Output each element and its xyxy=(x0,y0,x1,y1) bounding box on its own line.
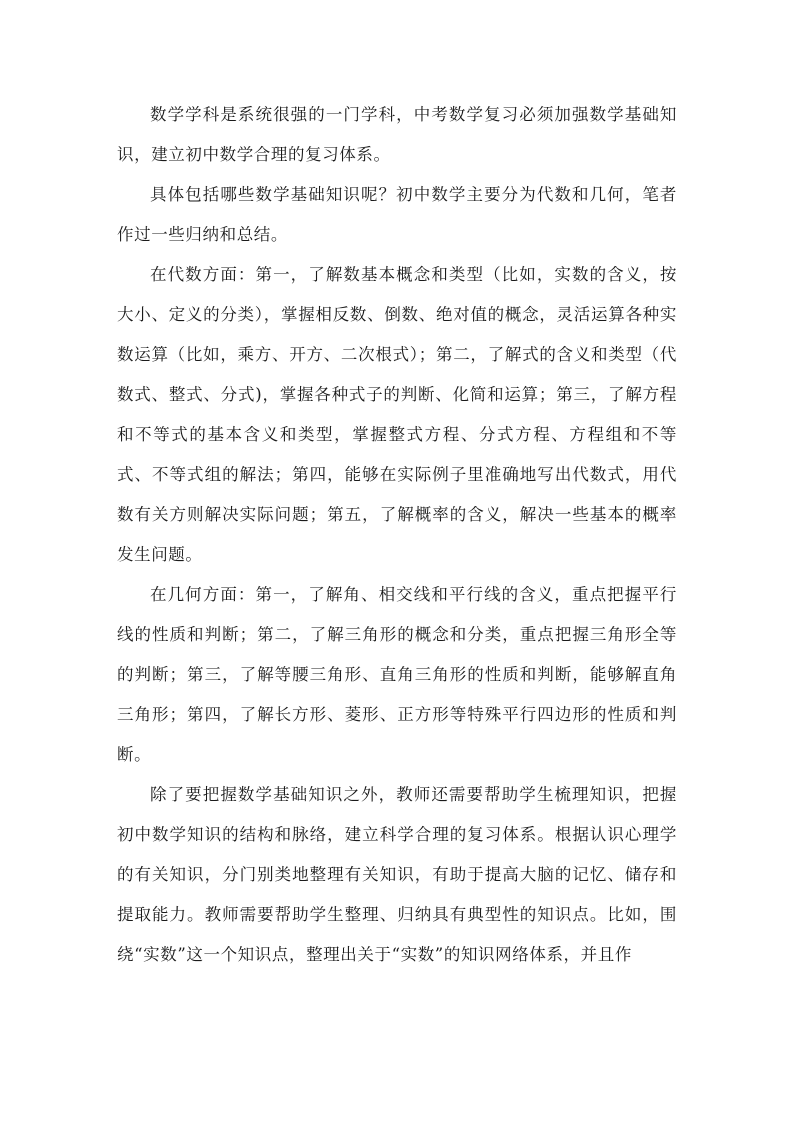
paragraph-intro: 数学学科是系统很强的一门学科，中考数学复习必须加强数学基础知识，建立初中数学合理的复习体系。 xyxy=(117,105,677,164)
paragraph-algebra: 在代数方面：第一，了解数基本概念和类型（比如，实数的含义，按大小、定义的分类），掌握相反数、倒数、绝对值的概念，灵活运算各种实数运算（比如，乘方、开方、二次根式）；第二，了解式的含义和类型（代数式、整式、分式)，掌握各种式子的判断、化简和运算；第三，了解方程和不等式的基本含义和类型，掌握整式方程、分式方程、方程组和不等式、不等式组的解法；第四，能够在实际例子里准确地写出代数式，用代数有关方则解决实际问题；第五，了解概率的含义，解决一些基本的概率发生问题。 xyxy=(117,265,677,564)
paragraph-question: 具体包括哪些数学基础知识呢？初中数学主要分为代数和几何，笔者作过一些归纳和总结。 xyxy=(117,185,677,244)
document-page xyxy=(117,95,677,975)
paragraph-review-system: 除了要把握数学基础知识之外，教师还需要帮助学生梳理知识，把握初中数学知识的结构和脉络，建立科学合理的复习体系。根据认识心理学的有关知识，分门别类地整理有关知识，有助于提高大脑的记忆、储存和提取能力。教师需要帮助学生整理、归纳具有典型性的知识点。比如，围绕“实数”这一个知识点，整理出关于“实数”的知识网络体系，并且作 xyxy=(117,785,677,964)
paragraph-geometry: 在几何方面：第一，了解角、相交线和平行线的含义，重点把握平行线的性质和判断；第二，了解三角形的概念和分类，重点把握三角形全等的判断；第三，了解等腰三角形、直角三角形的性质和判断，能够解直角三角形；第四，了解长方形、菱形、正方形等特殊平行四边形的性质和判断。 xyxy=(117,585,677,764)
